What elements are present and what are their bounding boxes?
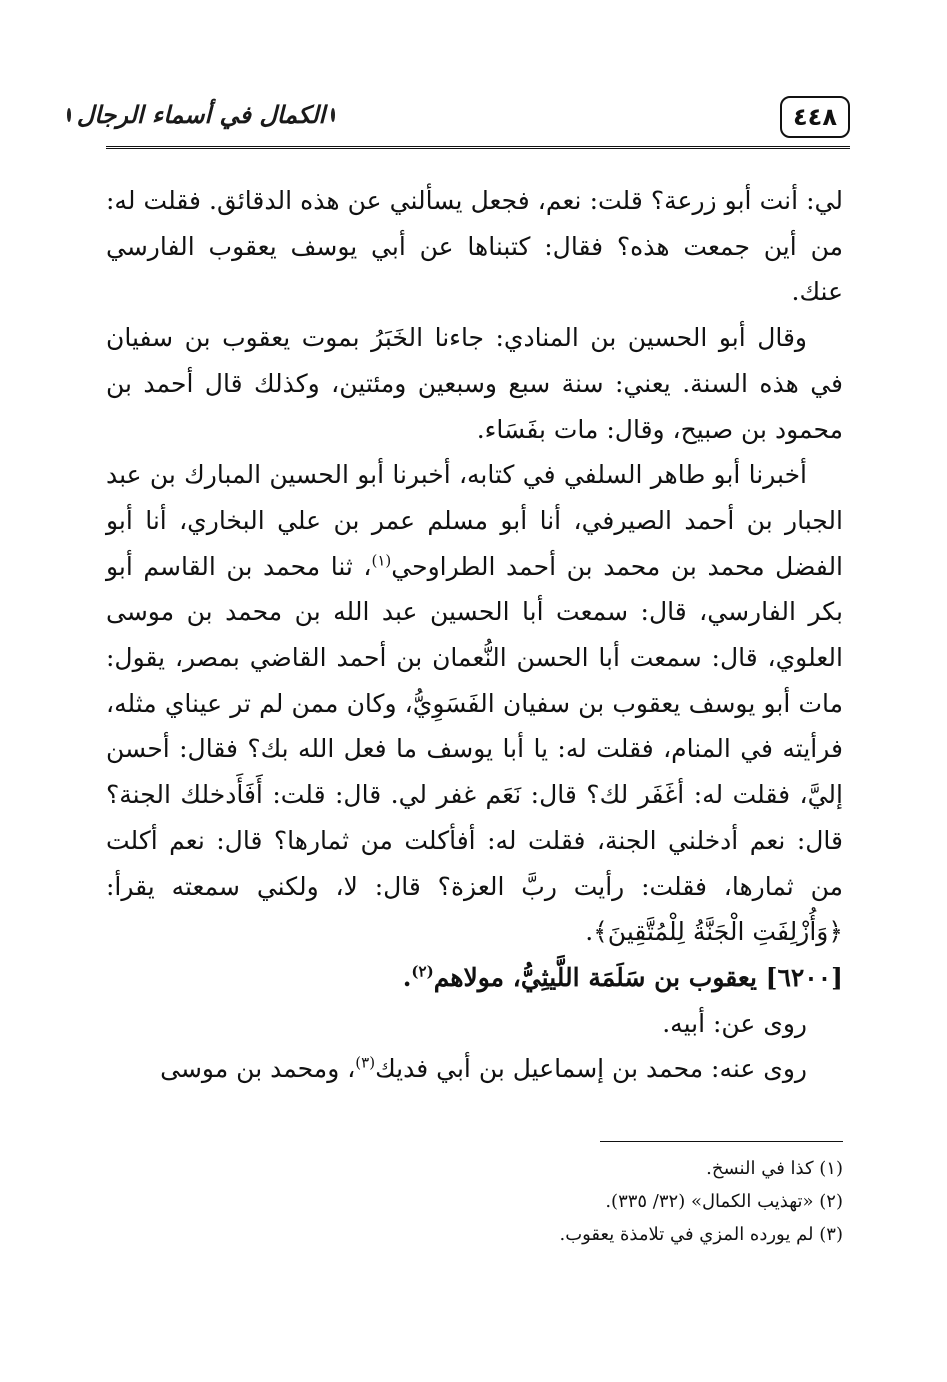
paragraph-text: ، ومحمد بن موسى: [160, 1054, 356, 1084]
footnote-2: (٢) «تهذيب الكمال» (٣٢/ ٣٣٥).: [605, 1191, 843, 1212]
paragraph: [106, 452, 843, 955]
footnotes: [400, 1152, 843, 1251]
entry-heading: [106, 955, 843, 1001]
paragraph: وقال أبو الحسين بن المنادي: جاءنا الخَبَرُ بموت يعقوب بن سفيان في هذه السنة. يعني: سنة سبع وسبعين ومئتين، وكذلك قال أحمد بن محمود بن صبيح، وقال: مات بفَسَاء.: [106, 323, 843, 444]
footnote-ref-2[interactable]: (٢): [411, 962, 434, 981]
paragraph: لي: أنت أبو زرعة؟ قلت: نعم، فجعل يسألني عن هذه الدقائق. فقلت له: من أين جمعت هذه؟ فقال: كتبناها عن أبي يوسف يعقوب الفارسي عنك.: [106, 186, 843, 307]
paragraph-text: أخبرنا أبو طاهر السلفي في كتابه، أخبرنا أبو الحسين المبارك بن عبد الجبار بن أحمد الصيرفي، أنا أبو مسلم عمر بن علي البخاري، أنا أبو الفضل محمد بن محمد بن أحمد الطراوحي: [106, 460, 844, 581]
entry-heading-text: [٦٢٠٠] يعقوب بن سَلَمَة اللَّيثِيُّ، مولاهم: [433, 962, 843, 992]
book-title-text: الكمال في أسماء الرجال: [76, 101, 326, 129]
footnote-1: (١) كذا في النسخ.: [706, 1158, 843, 1179]
paragraph: [106, 1046, 843, 1092]
paragraph-text: روى عنه: محمد بن إسماعيل بن أبي فديك: [375, 1054, 807, 1084]
ornament-icon: [67, 108, 71, 122]
entry-heading-end: .: [402, 962, 412, 992]
footnote-3: (٣) لم يورده المزي في تلامذة يعقوب.: [559, 1224, 843, 1245]
page-number: ٤٤٨: [780, 96, 850, 138]
footnote-ref-1[interactable]: (١): [371, 551, 392, 570]
ornament-icon: [331, 108, 335, 122]
footnote-ref-3[interactable]: (٣): [355, 1054, 376, 1073]
header-divider: [106, 146, 850, 149]
paragraph: روى عن: أبيه.: [662, 1008, 807, 1038]
paragraph-text: ، ثنا محمد بن القاسم أبو بكر الفارسي، قال: سمعت أبا الحسين عبد الله بن محمد بن موسى العلوي، قال: سمعت أبا الحسن النُّعمان بن أحمد القاضي بمصر، يقول: مات أبو يوسف يعقوب بن سفيان الفَسَوِيُّ، وكان ممن لم تر عيناي مثله، فرأيته في المنام، فقلت له: يا أبا يوسف ما فعل الله بك؟ فقال: أحسن إليَّ، فقلت له: أغَفَر لك؟ قال: نَعَم غفر لي. قال: قلت: أَفَأَدخلك الجنة؟ قال: نعم أدخلني الجنة، فقلت له: أفأكلت من ثمارها؟ قال: نعم أكلت من ثمارها، فقلت: رأيت ربَّ العزة؟ قال: لا، ولكني سمعته يقرأ: ﴿وَأُزْلِفَتِ الْجَنَّةُ لِلْمُتَّقِينَ﴾.: [106, 551, 843, 947]
running-header: [76, 86, 850, 150]
main-text: [106, 178, 843, 1092]
book-title: [76, 90, 326, 140]
footnote-divider: [600, 1141, 843, 1142]
